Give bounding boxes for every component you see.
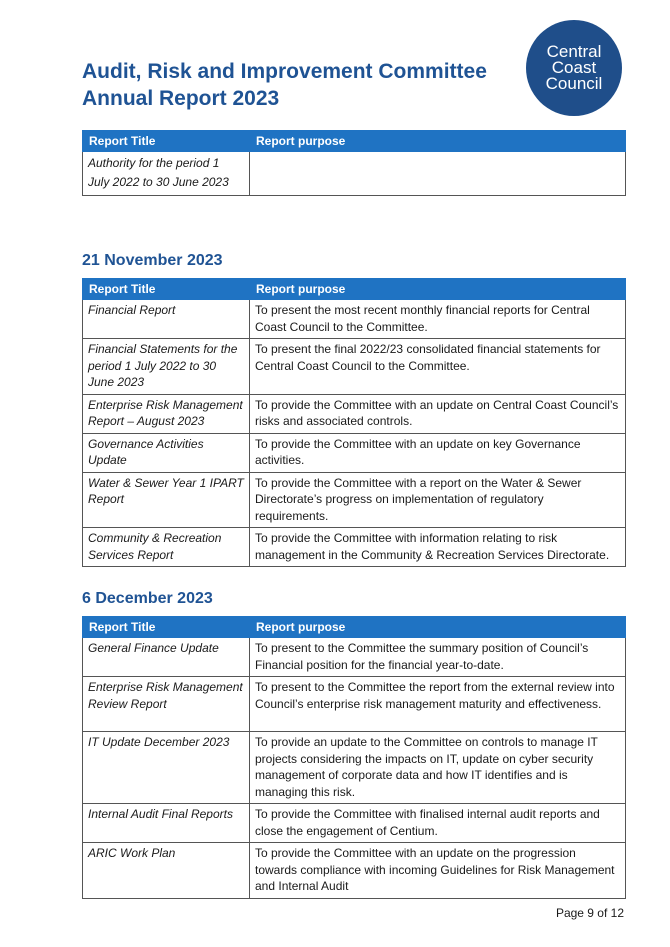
report-purpose-cell: To present to the Committee the summary position of Council’s Financial position for the financial year-to-date. (250, 638, 626, 677)
report-title-cell: Community & Recreation Services Report (83, 528, 250, 567)
report-title-cell: Enterprise Risk Management Report – August 2023 (83, 394, 250, 433)
table-row (83, 339, 626, 395)
december-report-table (82, 616, 626, 899)
logo-text-line-2: Coast (551, 58, 597, 77)
table-row (83, 394, 626, 433)
document-title-line-2: Annual Report 2023 (82, 87, 280, 110)
report-purpose-cell: To provide the Committee with a report on the Water & Sewer Directorate’s progress on implementation of regulatory requirements. (250, 472, 626, 528)
table-header-row (83, 617, 626, 638)
document-title-line-1: Audit, Risk and Improvement Committee (82, 60, 487, 83)
report-purpose-cell: To provide the Committee with an update on the progression towards compliance with incoming Guidelines for Risk Management and Internal Audit (250, 843, 626, 899)
table-row (83, 677, 626, 732)
report-title-cell: ARIC Work Plan (83, 843, 250, 899)
column-header-report-purpose: Report purpose (250, 131, 626, 152)
report-purpose-cell: To present the final 2022/23 consolidated financial statements for Central Coast Council to the Committee. (250, 339, 626, 395)
report-purpose-cell: To provide the Committee with information relating to risk management in the Community & Recreation Services Directorate. (250, 528, 626, 567)
table-row (83, 433, 626, 472)
document-title (82, 58, 522, 112)
section-heading-21-november: 21 November 2023 (82, 252, 223, 269)
table-header-row (83, 279, 626, 300)
report-title-cell: Water & Sewer Year 1 IPART Report (83, 472, 250, 528)
logo-text-line-1: Central (546, 42, 602, 61)
report-purpose-cell: To provide the Committee with finalised internal audit reports and close the engagement of Centium. (250, 804, 626, 843)
report-purpose-cell: To present the most recent monthly financial reports for Central Coast Council to the Committee. (250, 300, 626, 339)
report-purpose-cell (250, 152, 626, 196)
column-header-report-purpose: Report purpose (250, 617, 626, 638)
report-purpose-cell: To provide an update to the Committee on controls to manage IT projects considering the impacts on IT, update on cyber security management of corporate data and how IT identifies and is managing this risk. (250, 732, 626, 804)
intro-report-table (82, 130, 626, 196)
column-header-report-purpose: Report purpose (250, 279, 626, 300)
november-report-table (82, 278, 626, 567)
table-row (83, 152, 626, 196)
table-row (83, 300, 626, 339)
report-purpose-cell: To provide the Committee with an update on Central Coast Council’s risks and associated controls. (250, 394, 626, 433)
table-row (83, 638, 626, 677)
table-row (83, 472, 626, 528)
column-header-report-title: Report Title (83, 279, 250, 300)
report-title-cell: IT Update December 2023 (83, 732, 250, 804)
report-title-cell: Authority for the period 1 July 2022 to 30 June 2023 (83, 152, 250, 196)
report-title-cell: Financial Report (83, 300, 250, 339)
report-title-cell: Enterprise Risk Management Review Report (83, 677, 250, 732)
report-purpose-cell: To provide the Committee with an update on key Governance activities. (250, 433, 626, 472)
report-title-cell: Internal Audit Final Reports (83, 804, 250, 843)
table-header-row (83, 131, 626, 152)
logo-text-line-3: Council (545, 74, 603, 93)
table-row (83, 843, 626, 899)
report-purpose-cell: To present to the Committee the report from the external review into Council’s enterprise risk management maturity and effectiveness. (250, 677, 626, 732)
column-header-report-title: Report Title (83, 617, 250, 638)
report-title-cell: Governance Activities Update (83, 433, 250, 472)
column-header-report-title: Report Title (83, 131, 250, 152)
central-coast-council-logo (526, 20, 622, 116)
report-title-cell: Financial Statements for the period 1 July 2022 to 30 June 2023 (83, 339, 250, 395)
page-number: Page 9 of 12 (555, 906, 624, 920)
report-title-cell: General Finance Update (83, 638, 250, 677)
table-row (83, 528, 626, 567)
table-row (83, 732, 626, 804)
section-heading-6-december: 6 December 2023 (82, 590, 213, 607)
table-row (83, 804, 626, 843)
